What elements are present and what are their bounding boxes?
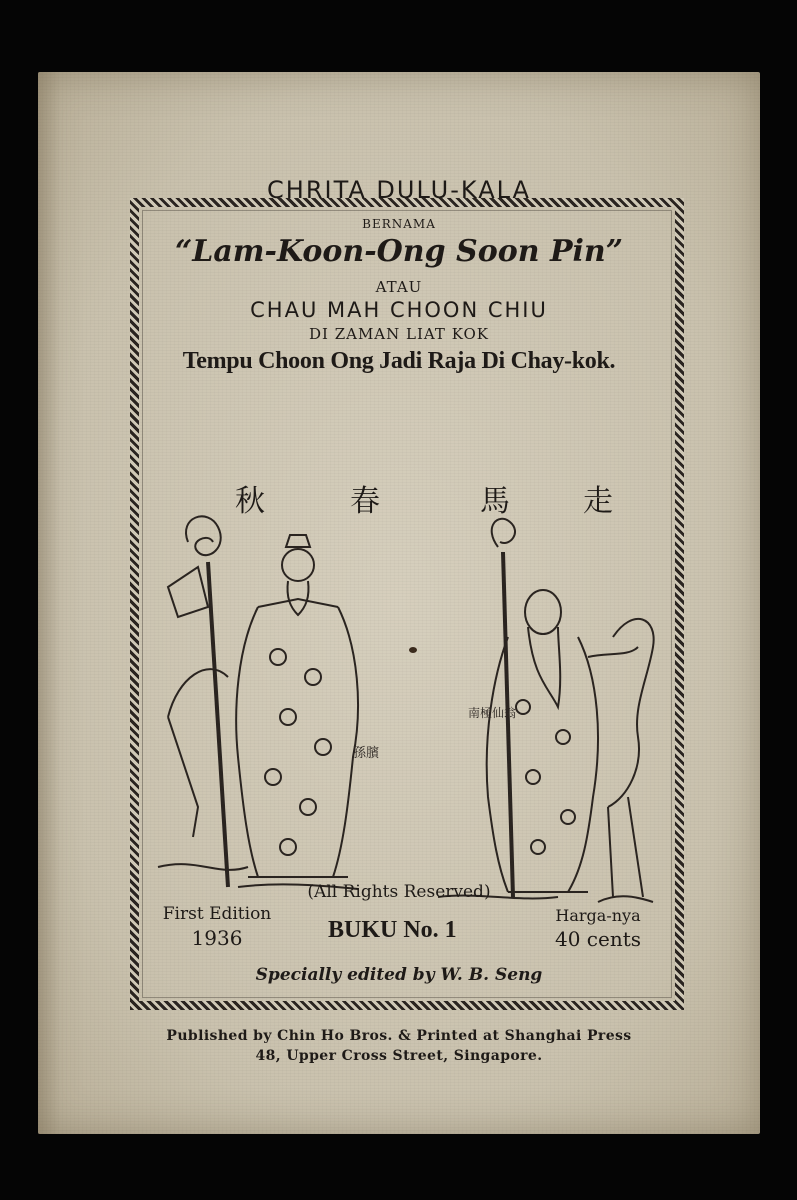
price-block	[538, 906, 658, 951]
edition-block	[152, 904, 282, 950]
ink-blot	[409, 647, 417, 653]
subtitle: CHAU MAH CHOON CHIU	[250, 298, 548, 322]
publisher-line-2: 48, Upper Cross Street, Singapore.	[255, 1048, 543, 1064]
left-figure-label: 孫臏	[353, 746, 380, 761]
immortals-illustration	[138, 507, 658, 907]
chinese-char-2: 春	[350, 484, 380, 519]
subtitle-story: Tempu Choon Ong Jadi Raja Di Chay-kok.	[182, 348, 616, 374]
book-cover	[38, 72, 760, 1134]
book-number: BUKU No. 1	[328, 917, 457, 943]
edition-year: 1936	[191, 926, 243, 950]
price-value: 40 cents	[554, 927, 642, 951]
heading-bernama: BERNAMA	[362, 217, 436, 231]
subtitle-era: DI ZAMAN LIAT KOK	[308, 325, 490, 343]
editor-credit: Specially edited by W. B. Seng	[255, 965, 543, 985]
heading-chrita: CHRITA DULU-KALA	[267, 176, 531, 204]
chinese-char-4: 走	[583, 484, 613, 519]
chinese-char-3: 馬	[480, 484, 510, 519]
chinese-char-1: 秋	[235, 484, 265, 519]
right-figure-label: 南極仙翁	[468, 706, 517, 720]
main-title: “Lam-Koon-Ong Soon Pin”	[174, 234, 623, 269]
price-label: Harga-nya	[555, 906, 641, 925]
publisher-line-1: Published by Chin Ho Bros. & Printed at Shanghai Press	[166, 1028, 632, 1044]
edition-label: First Edition	[162, 904, 272, 924]
heading-atau: ATAU	[375, 278, 423, 296]
rights-notice: (All Rights Reserved)	[307, 882, 491, 902]
